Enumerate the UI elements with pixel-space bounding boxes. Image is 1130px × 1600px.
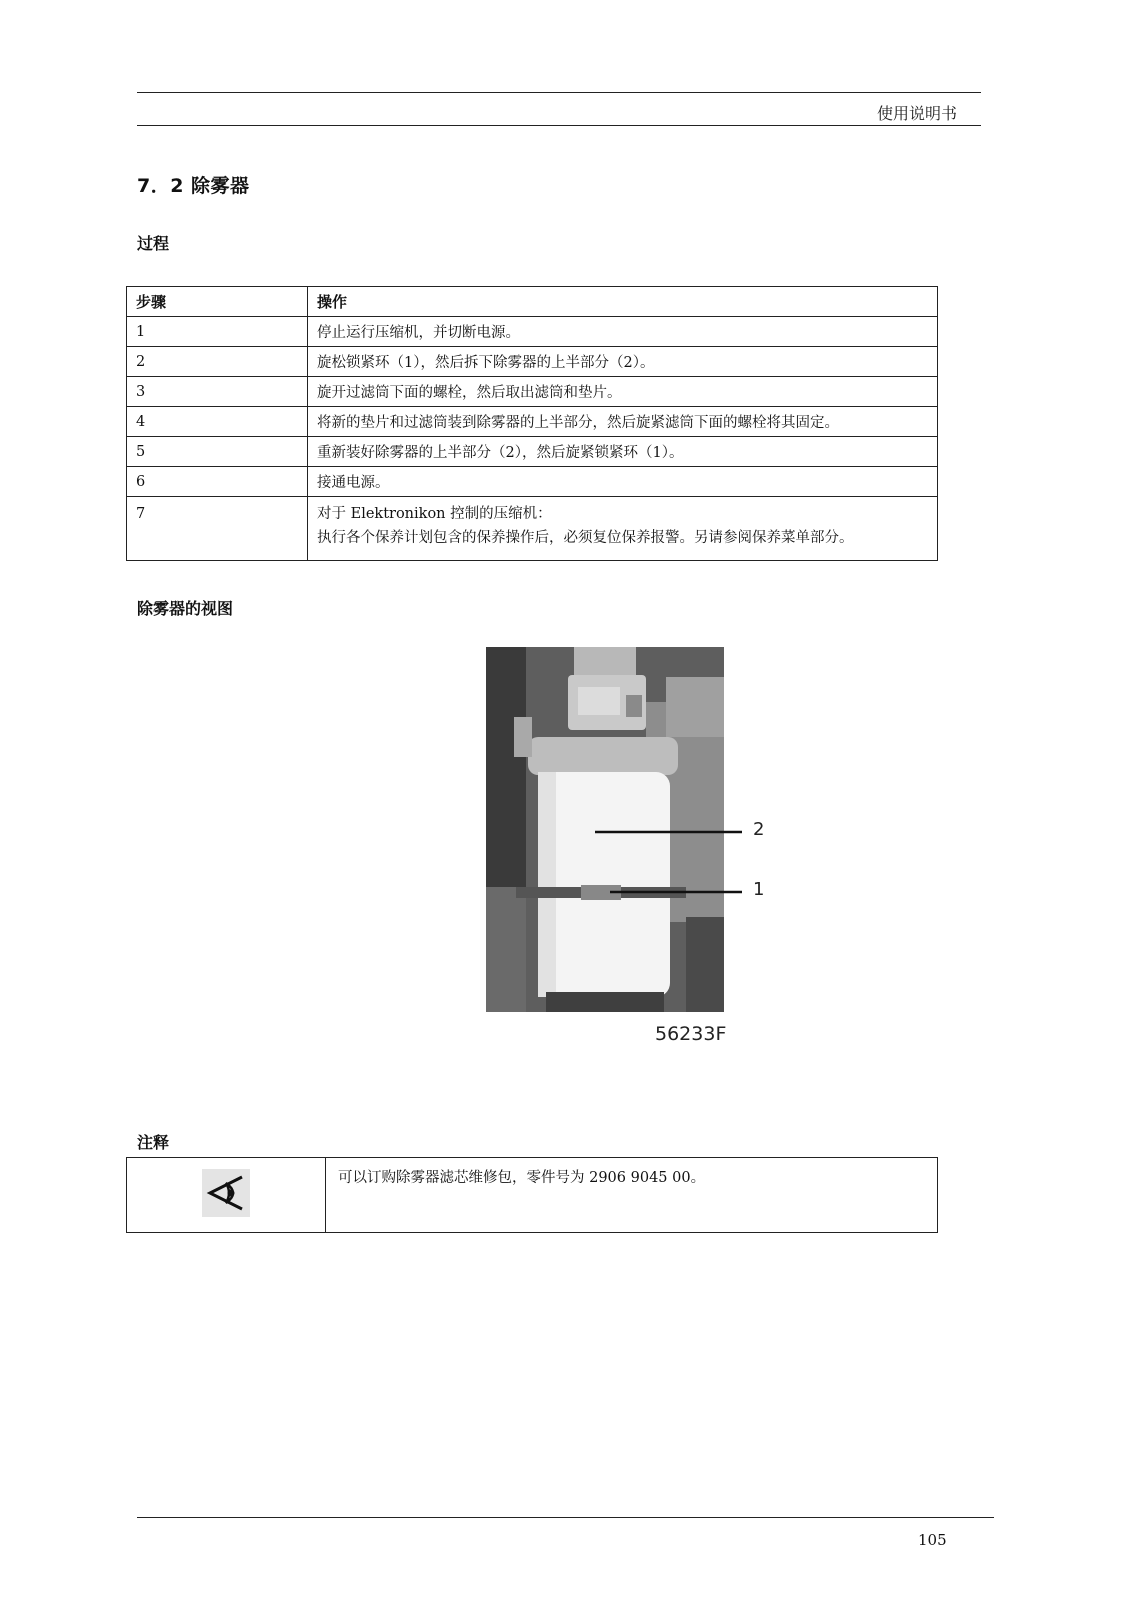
note-row <box>127 1158 938 1233</box>
callout-label-1: 1 <box>753 879 765 900</box>
procedure-table <box>126 286 938 561</box>
step-number: 4 <box>127 407 308 437</box>
step-action: 停止运行压缩机，并切断电源。 <box>308 317 938 347</box>
section-title: 7．2 除雾器 <box>137 175 250 197</box>
step-number: 1 <box>127 317 308 347</box>
step-action: 旋开过滤筒下面的螺栓，然后取出滤筒和垫片。 <box>308 377 938 407</box>
step-action <box>308 497 938 561</box>
step-action: 旋松锁紧环（1），然后拆下除雾器的上半部分（2）。 <box>308 347 938 377</box>
table-row <box>127 437 938 467</box>
header-top-rule <box>137 92 981 93</box>
table-header-row <box>127 287 938 317</box>
table-row <box>127 377 938 407</box>
eye-icon <box>202 1169 250 1217</box>
figure-code: 56233F <box>655 1023 727 1045</box>
step-number: 5 <box>127 437 308 467</box>
note-heading: 注释 <box>137 1133 170 1152</box>
step-action: 接通电源。 <box>308 467 938 497</box>
table-row <box>127 347 938 377</box>
column-header-step: 步骤 <box>127 287 308 317</box>
step-number: 3 <box>127 377 308 407</box>
header-title: 使用说明书 <box>876 104 957 123</box>
procedure-heading: 过程 <box>137 234 170 253</box>
step-number: 6 <box>127 467 308 497</box>
table-row <box>127 317 938 347</box>
header-bottom-rule <box>137 125 981 126</box>
step-number: 7 <box>127 497 308 561</box>
step-action: 重新装好除雾器的上半部分（2），然后旋紧锁紧环（1）。 <box>308 437 938 467</box>
step-action-line2: 执行各个保养计划包含的保养操作后，必须复位保养报警。另请参阅保养菜单部分。 <box>317 530 854 546</box>
callout-label-2: 2 <box>753 819 765 840</box>
step-action-line1: 对于 Elektronikon 控制的压缩机： <box>317 506 552 522</box>
table-row <box>127 407 938 437</box>
note-text: 可以订购除雾器滤芯维修包，零件号为 2906 9045 00。 <box>326 1158 938 1233</box>
step-action: 将新的垫片和过滤筒装到除雾器的上半部分，然后旋紧滤筒下面的螺栓将其固定。 <box>308 407 938 437</box>
table-row <box>127 497 938 561</box>
figure-heading: 除雾器的视图 <box>137 599 234 618</box>
note-icon-cell <box>127 1158 326 1233</box>
table-row <box>127 467 938 497</box>
column-header-action: 操作 <box>308 287 938 317</box>
oil-mist-separator-photo <box>486 647 776 1047</box>
footer-rule <box>137 1517 994 1518</box>
page-number: 105 <box>918 1531 947 1549</box>
note-table <box>126 1157 938 1233</box>
step-number: 2 <box>127 347 308 377</box>
